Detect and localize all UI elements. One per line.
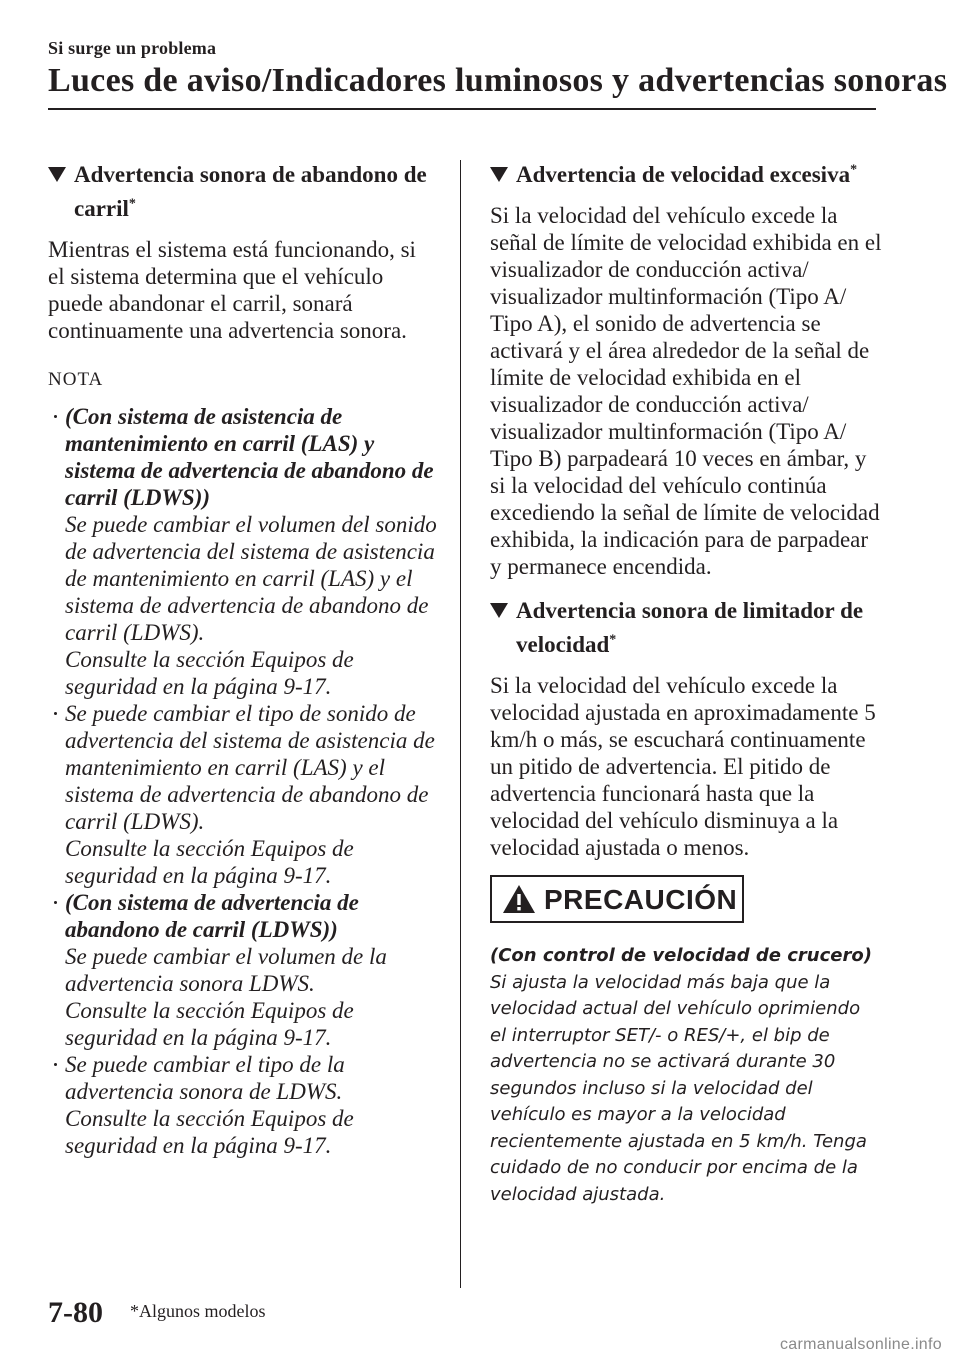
footnote-marker: * [850, 162, 858, 178]
bullet-dot-icon [54, 415, 57, 418]
title-rule [48, 108, 876, 110]
caution-banner [490, 875, 744, 923]
column-divider [460, 160, 461, 1288]
footnote-marker: * [128, 196, 136, 212]
footnote: *Algunos modelos [130, 1301, 266, 1321]
heading-text: Advertencia de velocidad excesiva [516, 162, 851, 187]
note-item [48, 700, 438, 889]
nota-label: NOTA [48, 369, 104, 390]
intro-paragraph: Mientras el sistema está funcionando, si el sistema determina que el vehículo puede abandonar el carril, sonará continuamente una advertencia sonora. [48, 237, 416, 343]
note-reference: Consulte la sección Equipos de seguridad en la página 9-17. [65, 647, 354, 699]
triangle-bullet-icon [490, 603, 508, 618]
notes-list [48, 403, 438, 1159]
bullet-dot-icon [54, 901, 57, 904]
section-heading-lane-departure [48, 158, 438, 226]
speed-limiter-paragraph: Si la velocidad del vehículo excede la velocidad ajustada en aproximadamente 5 km/h o más, se escuchará continuamente un pitido de advertencia. El pitido de advertencia funcionará hasta que la velocidad del vehículo disminuya a la velocidad ajustada o menos. [490, 673, 876, 860]
triangle-bullet-icon [490, 167, 508, 182]
caution-text [490, 943, 880, 1208]
caution-body: Si ajusta la velocidad más baja que la velocidad actual del vehículo oprimiendo el interruptor SET/- o RES/+, el bip de advertencia no se activará durante 30 segundos incluso si la velocidad del vehículo es mayor a la velocidad recientemente ajustada en 5 km/h. Tenga cuidado de no conducir por encima de la velocidad ajustada. [490, 971, 867, 1205]
bullet-dot-icon [54, 1063, 57, 1066]
section-heading-speed-limiter [490, 594, 885, 662]
right-column [490, 158, 885, 1208]
triangle-bullet-icon [48, 167, 66, 182]
section-heading-overspeed [490, 158, 885, 192]
note-reference: Consulte la sección Equipos de seguridad en la página 9-17. [65, 836, 354, 888]
note-condition: (Con sistema de asistencia de mantenimiento en carril (LAS) y sistema de advertencia de abandono de carril (LDWS)) [65, 404, 434, 510]
warning-triangle-icon [502, 884, 536, 914]
note-text: Se puede cambiar el volumen de la advertencia sonora LDWS. [65, 944, 387, 996]
note-text: Se puede cambiar el tipo de sonido de advertencia del sistema de asistencia de mantenimiento en carril (LAS) y el sistema de advertencia de abandono de carril (LDWS). [65, 701, 435, 834]
note-text: Se puede cambiar el tipo de la advertencia sonora de LDWS. [65, 1052, 345, 1104]
note-condition: (Con sistema de advertencia de abandono de carril (LDWS)) [65, 890, 359, 942]
running-head: Si surge un problema [48, 38, 217, 58]
watermark: carmanualsonline.info [780, 1336, 942, 1353]
caution-label: PRECAUCIÓN [544, 883, 738, 915]
left-column [48, 158, 438, 1159]
heading-text: Advertencia sonora de limitador de velocidad [516, 598, 864, 657]
page-number: 7-80 [48, 1296, 103, 1329]
note-item [48, 403, 438, 700]
caution-condition: (Con control de velocidad de crucero) [490, 945, 872, 966]
note-text: Se puede cambiar el volumen del sonido de advertencia del sistema de asistencia de mantenimiento en carril (LAS) y el sistema de advertencia de abandono de carril (LDWS). [65, 512, 437, 645]
bullet-dot-icon [54, 712, 57, 715]
note-item [48, 1051, 438, 1159]
note-reference: Consulte la sección Equipos de seguridad en la página 9-17. [65, 998, 354, 1050]
footnote-marker: * [609, 632, 617, 648]
chapter-title: Luces de aviso/Indicadores luminosos y advertencias sonoras [48, 62, 948, 99]
note-reference: Consulte la sección Equipos de seguridad en la página 9-17. [65, 1106, 354, 1158]
overspeed-paragraph: Si la velocidad del vehículo excede la señal de límite de velocidad exhibida en el visualizador de conducción activa/ visualizador multinformación (Tipo A/ Tipo A), el sonido de advertencia se activará y el área alrededor de la señal de límite de velocidad exhibida en el visualizador de conducción activa/ visualizador multinformación (Tipo A/ Tipo B) parpadeará 10 veces en ámbar, y si la velocidad del vehículo continúa excediendo la señal de límite de velocidad exhibida, la indicación para de parpadear y permanece encendida. [490, 203, 882, 579]
heading-text: Advertencia sonora de abandono de carril [74, 162, 427, 221]
note-item [48, 889, 438, 1051]
